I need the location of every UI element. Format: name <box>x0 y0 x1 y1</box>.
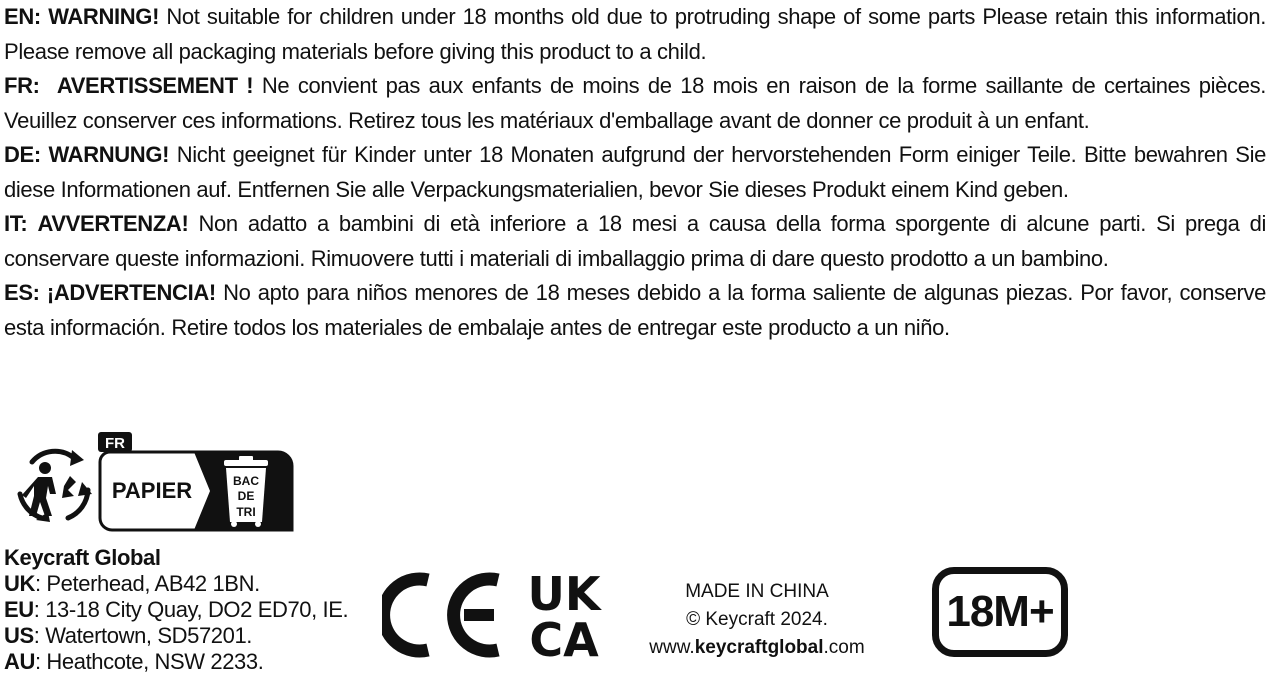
address-uk: UK: Peterhead, AB42 1BN. <box>4 571 260 596</box>
copyright: © Keycraft 2024. <box>686 609 828 630</box>
age-badge: 18M+ <box>932 567 1068 657</box>
svg-text:CA: CA <box>529 613 599 660</box>
warning-text: No apto para niños menores de 18 meses debido a la forma saliente de algunas piezas. Por favor, conserve esta información. Retire todos los materiales de embalaje antes de entregar este producto a un niño. <box>4 280 1267 340</box>
origin-block <box>622 578 892 662</box>
triman-paper-label <box>98 432 294 532</box>
triman-material: PAPIER <box>111 478 193 503</box>
warning-fr <box>4 69 1266 138</box>
warning-title: AVERTISSEMENT ! <box>56 73 254 98</box>
warning-text: Nicht geeignet für Kinder unter 18 Monaten aufgrund der hervorstehenden Form einiger Teile. Bitte bewahren Sie diese Informationen auf. Entfernen Sie alle Verpackungsmaterialien, bevor Sie dieses Produkt einem Kind geben. <box>4 142 1266 202</box>
lang-code: IT: <box>4 211 28 236</box>
warning-it <box>4 207 1266 276</box>
warnings-block <box>4 0 1266 345</box>
ce-mark-icon <box>382 570 512 660</box>
made-in: MADE IN CHINA <box>685 581 829 602</box>
warning-text: Non adatto a bambini di età inferiore a 18 mesi a causa della forma sporgente di alcune parti. Si prega di conservare queste informazioni. Rimuovere tutti i materiali di imballaggio prima di dare questo prodotto a un bambino. <box>4 211 1266 271</box>
company-name: Keycraft Global <box>4 545 161 570</box>
website-url: www.keycraftglobal.com <box>649 637 865 658</box>
ukca-mark-icon <box>518 570 610 660</box>
warning-text: Not suitable for children under 18 months old due to protruding shape of some parts Please retain this information. Please remove all packaging materials before giving this product to a child. <box>4 4 1267 64</box>
warning-text: Ne convient pas aux enfants de moins de 18 mois en raison de la forme saillante de certaines pièces. Veuillez conserver ces informations. Retirez tous les matériaux d'emballage avant de donner ce produit à un enfant. <box>4 73 1267 133</box>
address-au: AU: Heathcote, NSW 2233. <box>4 649 264 674</box>
svg-text:BAC: BAC <box>233 474 259 488</box>
lang-code: ES: <box>4 280 40 305</box>
warning-de <box>4 138 1266 207</box>
address-eu: EU: 13-18 City Quay, DO2 ED70, IE. <box>4 597 349 622</box>
lang-code: DE: <box>4 142 41 167</box>
warning-en <box>4 0 1266 69</box>
svg-text:TRI: TRI <box>236 505 256 519</box>
triman-country: FR <box>105 435 125 452</box>
lang-code: FR: <box>4 73 40 98</box>
address-us: US: Watertown, SD57201. <box>4 623 252 648</box>
company-address-block <box>4 545 348 675</box>
warning-title: ¡ADVERTENCIA! <box>46 280 216 305</box>
lang-code: EN: <box>4 4 41 29</box>
warning-title: WARNUNG! <box>48 142 170 167</box>
svg-text:DE: DE <box>237 489 255 503</box>
warning-es <box>4 276 1266 345</box>
warning-title: WARNING! <box>48 4 160 29</box>
svg-text:UK: UK <box>527 570 601 621</box>
triman-recycle-icon <box>12 446 96 524</box>
warning-title: AVVERTENZA! <box>37 211 189 236</box>
